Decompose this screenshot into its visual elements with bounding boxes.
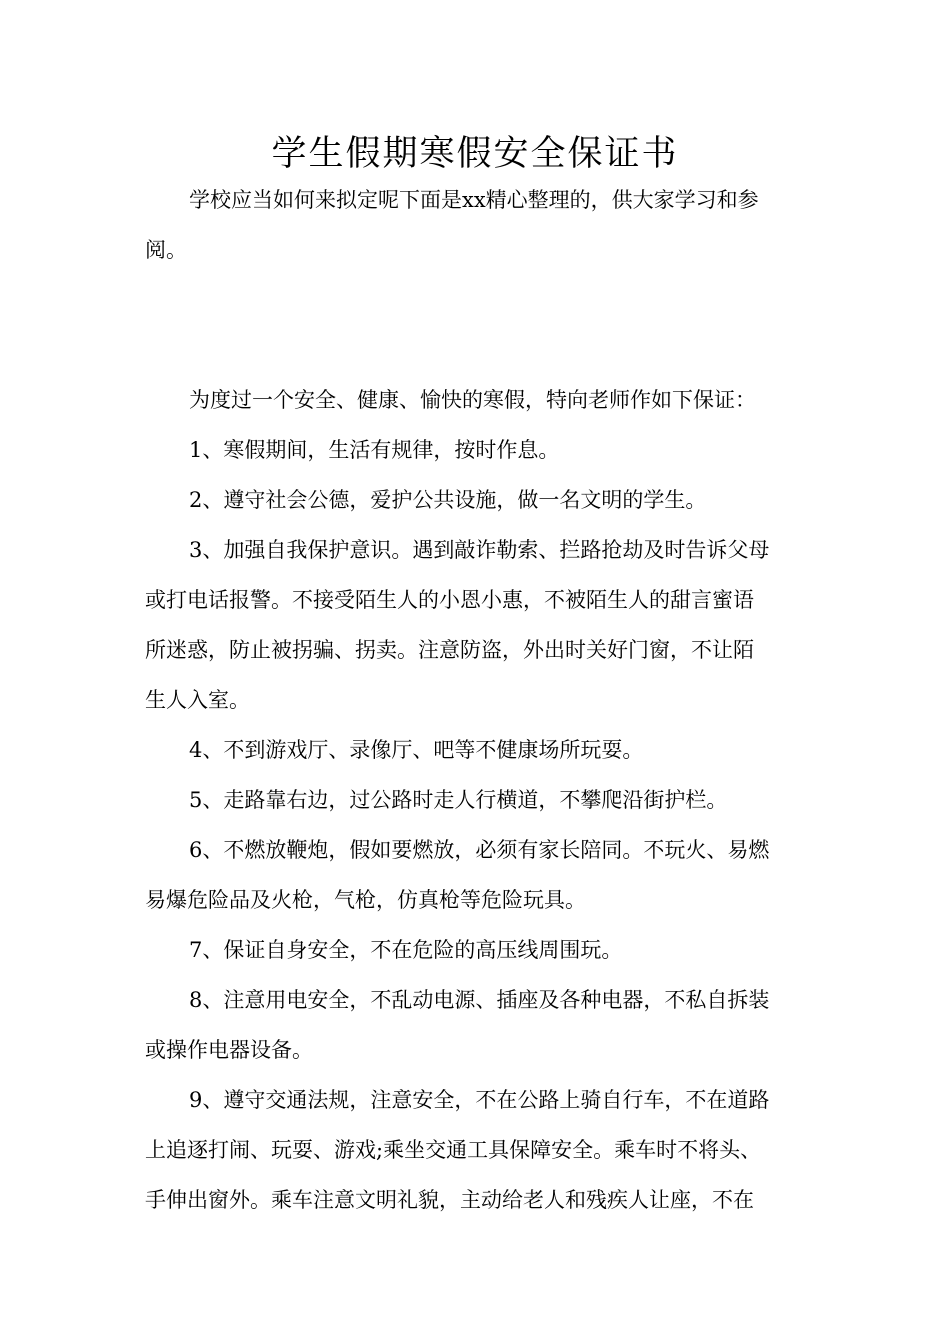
paragraph-line: 7、保证自身安全，不在危险的高压线周围玩。 (189, 938, 623, 962)
paragraph-line: 8、注意用电安全，不乱动电源、插座及各种电器，不私自拆装 (189, 988, 770, 1012)
intro-line-2: 阅。 (145, 238, 187, 262)
paragraph-line: 2、遵守社会公德，爱护公共设施，做一名文明的学生。 (189, 488, 707, 512)
paragraph-line: 1、寒假期间，生活有规律，按时作息。 (189, 438, 560, 462)
paragraph-line: 易爆危险品及火枪，气枪，仿真枪等危险玩具。 (145, 888, 586, 912)
paragraph-line: 5、走路靠右边，过公路时走人行横道，不攀爬沿街护栏。 (189, 788, 728, 812)
paragraph-line: 所迷惑，防止被拐骗、拐卖。注意防盗，外出时关好门窗，不让陌 (145, 638, 754, 662)
paragraph-line: 3、加强自我保护意识。遇到敲诈勒索、拦路抢劫及时告诉父母 (189, 538, 770, 562)
paragraph-line: 4、不到游戏厅、录像厅、吧等不健康场所玩耍。 (189, 738, 644, 762)
paragraph-line: 为度过一个安全、健康、愉快的寒假，特向老师作如下保证： (189, 388, 756, 412)
document-title: 学生假期寒假安全保证书 (271, 134, 679, 174)
paragraph-line: 6、不燃放鞭炮，假如要燃放，必须有家长陪同。不玩火、易燃 (189, 838, 770, 862)
paragraph-line: 手伸出窗外。乘车注意文明礼貌，主动给老人和残疾人让座，不在 (145, 1188, 754, 1212)
paragraph-line: 或操作电器设备。 (145, 1038, 313, 1062)
intro-line-1: 学校应当如何来拟定呢下面是xx精心整理的，供大家学习和参 (189, 188, 759, 212)
paragraph-line: 或打电话报警。不接受陌生人的小恩小惠，不被陌生人的甜言蜜语 (145, 588, 754, 612)
paragraph-line: 上追逐打闹、玩耍、游戏;乘坐交通工具保障安全。乘车时不将头、 (145, 1138, 762, 1162)
paragraph-line: 生人入室。 (145, 688, 250, 712)
paragraph-line: 9、遵守交通法规，注意安全，不在公路上骑自行车，不在道路 (189, 1088, 770, 1112)
